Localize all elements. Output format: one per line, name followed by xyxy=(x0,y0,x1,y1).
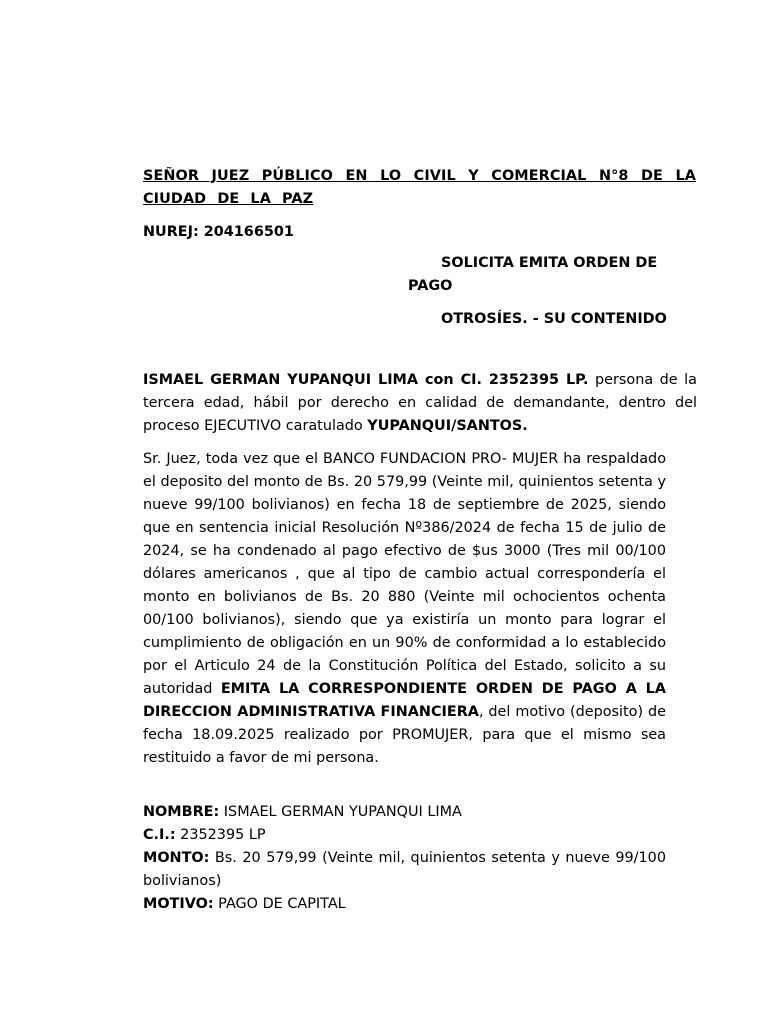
detail-monto xyxy=(143,847,666,893)
nombre-label: NOMBRE: xyxy=(143,804,220,820)
nombre-value: ISMAEL GERMAN YUPANQUI LIMA xyxy=(219,804,462,820)
subject-otrosies: OTROSÍES. - SU CONTENIDO xyxy=(441,311,667,327)
motivo-label: MOTIVO: xyxy=(143,896,214,912)
subject-request: SOLICITA EMITA ORDEN DE PAGO xyxy=(408,255,658,294)
case-number: NUREJ: 204166501 xyxy=(143,224,294,240)
detail-ci xyxy=(143,824,666,847)
payment-details xyxy=(143,801,666,916)
body-text-1: Sr. Juez, toda vez que el BANCO FUNDACION PRO- MUJER ha respaldado el deposito del monto de Bs. 20 579,99 (Veinte mil, quinientos setenta y nueve 99/100 bolivianos) en fecha 18 de septiembre de 2025, siendo que en sentencia inicial Resolución Nº386/2024 de fecha 15 de julio de 2024, se ha condenado al pago efectivo de $us 3000 (Tres mil 00/100 dólares americanos , que al tipo de cambio actual correspondería el monto en bolivianos de Bs. 20 880 (Veinte mil ochocientos ochenta 00/100 bolivianos), siendo que ya existiría un monto para lograr el cumplimiento de obligación en un 90% de conformidad a lo establecido por el Articulo 24 de la Constitución Política del Estado, solicito a su autoridad xyxy=(143,451,666,697)
body-paragraph xyxy=(143,448,666,770)
case-title: YUPANQUI/SANTOS. xyxy=(367,418,528,434)
party-identity: ISMAEL GERMAN YUPANQUI LIMA con CI. 2352395 LP. xyxy=(143,372,589,388)
addressee-heading: SEÑOR JUEZ PÚBLICO EN LO CIVIL Y COMERCIAL N°8 DE LA CIUDAD DE LA PAZ xyxy=(143,168,696,207)
body-text-2: , del motivo (deposito) de fecha 18.09.2025 realizado por PROMUJER, para que el mismo sea restituido a favor de mi persona. xyxy=(143,704,666,766)
detail-nombre xyxy=(143,801,666,824)
motivo-value: PAGO DE CAPITAL xyxy=(213,896,346,912)
intro-text: persona de la tercera edad, hábil por derecho en calidad de demandante, dentro del proceso EJECUTIVO caratulado xyxy=(143,372,697,434)
ci-value: 2352395 LP xyxy=(175,827,266,843)
intro-paragraph xyxy=(143,369,697,438)
body-request-bold: EMITA LA CORRESPONDIENTE ORDEN DE PAGO A LA DIRECCION ADMINISTRATIVA FINANCIERA xyxy=(143,681,666,720)
monto-label: MONTO: xyxy=(143,850,210,866)
monto-value: Bs. 20 579,99 (Veinte mil, quinientos setenta y nueve 99/100 bolivianos) xyxy=(143,850,666,889)
ci-label: C.I.: xyxy=(143,827,176,843)
detail-motivo xyxy=(143,893,666,916)
